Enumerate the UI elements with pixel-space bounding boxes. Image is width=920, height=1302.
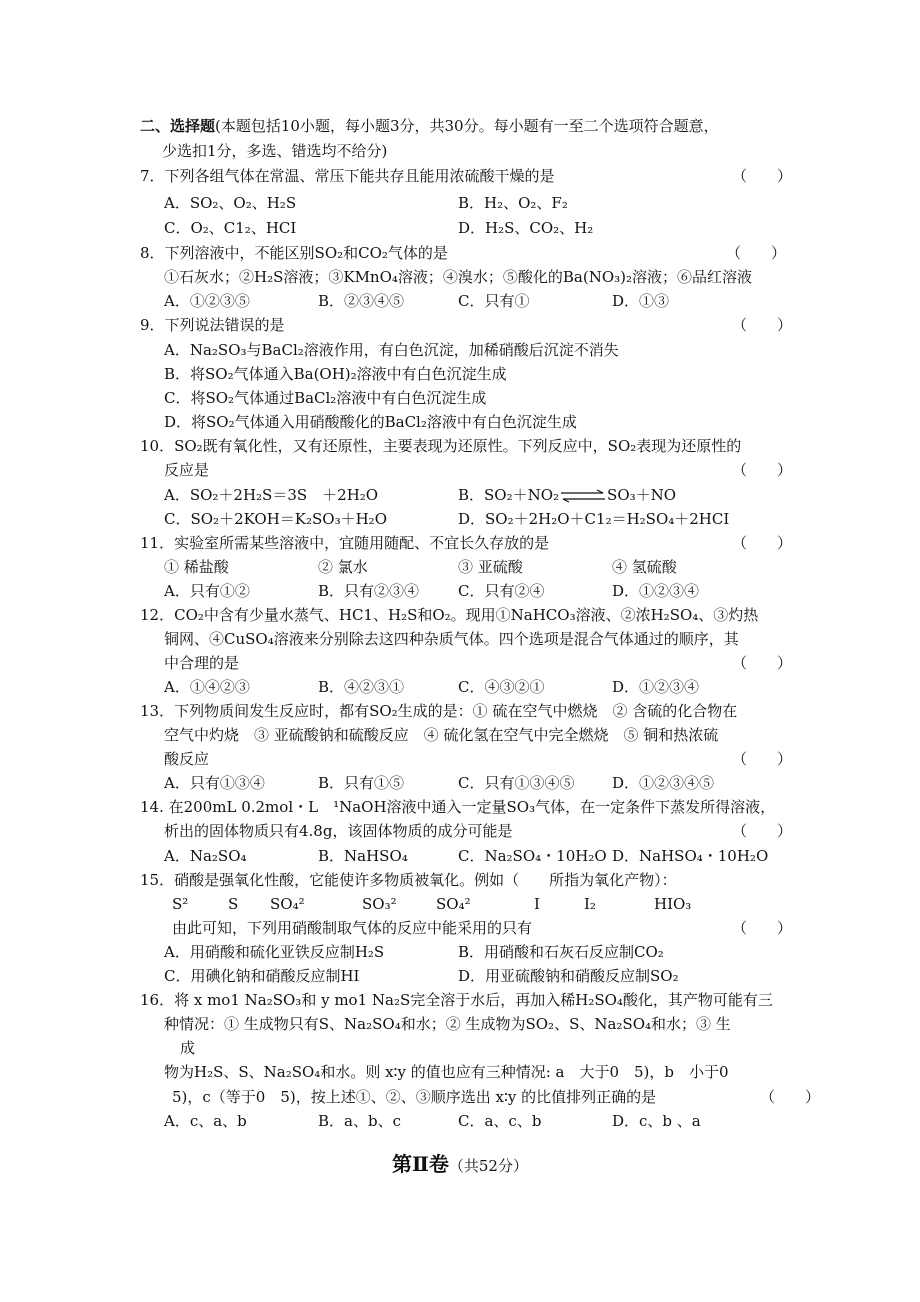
- q10-stem-2: 反应是: [164, 461, 210, 479]
- q12-answer-blank: （ ）: [732, 654, 793, 672]
- q13-option-c: C．只有①③④⑤: [458, 774, 575, 792]
- q8-answer-blank: （ ）: [726, 244, 787, 262]
- q13-option-d: D．①②③④⑤: [612, 774, 715, 792]
- q11-item-2: ② 氯水: [318, 558, 368, 576]
- q15-species-5: SO₄²: [436, 895, 471, 913]
- section-heading: 二、选择题: [140, 117, 216, 135]
- q11-stem: 11．实验室所需某些溶液中，宜随用随配、不宜长久存放的是: [140, 534, 550, 552]
- section-note-2: 少选扣1分，多选、错选均不给分): [162, 142, 388, 160]
- q15-stem: 15．硝酸是强氧化性酸，它能使许多物质被氧化。例如（ 所指为氧化产物）：: [140, 871, 677, 889]
- part2-title: 第Ⅱ卷: [392, 1152, 449, 1176]
- section-note: (本题包括10小题，每小题3分，共30分。每小题有一至二个选项符合题意，: [215, 117, 719, 135]
- q16-option-d: D．c、b 、a: [612, 1112, 701, 1130]
- q8-option-b: B．②③④⑤: [318, 292, 405, 310]
- q13-answer-blank: （ ）: [732, 750, 793, 768]
- q11-option-b: B．只有②③④: [318, 582, 420, 600]
- q12-stem-3: 中合理的是: [164, 654, 240, 672]
- q14-option-d: D．NaHSO₄・10H₂O: [612, 847, 769, 865]
- q9-stem: 9．下列说法错误的是: [140, 316, 285, 334]
- q7-option-d: D．H₂S、CO₂、H₂: [458, 219, 594, 237]
- q15-species-6: I: [534, 895, 540, 913]
- q7-option-c: C．O₂、C1₂、HCI: [164, 219, 297, 237]
- q15-species-8: HIO₃: [654, 895, 692, 913]
- q15-option-d: D．用亚硫酸钠和硝酸反应制SO₂: [458, 967, 679, 985]
- q16-stem-2: 种情况：① 生成物只有S、Na₂SO₄和水；② 生成物为SO₂、S、Na₂SO₄和水；③ 生: [164, 1015, 731, 1033]
- q11-answer-blank: （ ）: [732, 534, 793, 552]
- q8-option-d: D．①③: [612, 292, 670, 310]
- q15-stem-2: 由此可知，下列用硝酸制取气体的反应中能采用的只有: [172, 919, 533, 937]
- q9-answer-blank: （ ）: [732, 316, 793, 334]
- q11-option-a: A．只有①②: [164, 582, 250, 600]
- q15-answer-blank: （ ）: [732, 919, 793, 937]
- q12-stem-1: 12．CO₂中含有少量水蒸气、HC1、H₂S和O₂。现用①NaHCO₃溶液、②浓H₂SO₄、③灼热: [140, 606, 759, 624]
- q13-stem-2: 空气中灼烧 ③ 亚硫酸钠和硫酸反应 ④ 硫化氢在空气中完全燃烧 ⑤ 铜和热浓硫: [164, 726, 719, 744]
- q14-option-b: B．NaHSO₄: [318, 847, 408, 865]
- q12-option-a: A．①④②③: [164, 678, 250, 696]
- q13-stem-1: 13．下列物质间发生反应时，都有SO₂生成的是：① 硫在空气中燃烧 ② 含硫的化合物在: [140, 702, 738, 720]
- q12-option-d: D．①②③④: [612, 678, 700, 696]
- q12-stem-2: 铜网、④CuSO₄溶液来分别除去这四种杂质气体。四个选项是混合气体通过的顺序，其: [164, 630, 739, 648]
- q7-option-b: B．H₂、O₂、F₂: [458, 194, 568, 212]
- q14-option-a: A．Na₂SO₄: [164, 847, 247, 865]
- q11-option-c: C．只有②④: [458, 582, 545, 600]
- q11-item-4: ④ 氢硫酸: [612, 558, 677, 576]
- q16-option-c: C．a、c、b: [458, 1112, 542, 1130]
- q13-option-a: A．只有①③④: [164, 774, 265, 792]
- q14-answer-blank: （ ）: [732, 822, 793, 840]
- q9-option-a: A．Na₂SO₃与BaCl₂溶液作用，有白色沉淀，加稀硝酸后沉淀不消失: [164, 341, 619, 359]
- q16-answer-blank: （ ）: [760, 1088, 821, 1106]
- q14-option-c: C．Na₂SO₄・10H₂O: [458, 847, 607, 865]
- q12-option-b: B．④②③①: [318, 678, 405, 696]
- q16-stem-3: 成: [180, 1039, 196, 1057]
- q10-stem-1: 10．SO₂既有氧化性，又有还原性，主要表现为还原性。下列反应中，SO₂表现为还原性的: [140, 437, 742, 455]
- q15-species-3: SO₄²: [270, 895, 305, 913]
- q7-answer-blank: （ ）: [732, 167, 793, 185]
- q15-species-4: SO₃²: [362, 895, 397, 913]
- q11-item-3: ③ 亚硫酸: [458, 558, 523, 576]
- q15-option-b: B．用硝酸和石灰石反应制CO₂: [458, 943, 664, 961]
- q9-option-b: B．将SO₂气体通入Ba(OH)₂溶液中有白色沉淀生成: [164, 365, 507, 383]
- q15-species-7: I₂: [584, 895, 596, 913]
- q12-option-c: C．④③②①: [458, 678, 545, 696]
- q16-stem-5: 5)，c（等于0 5)，按上述①、②、③顺序选出 x∶y 的比值排列正确的是: [172, 1088, 657, 1106]
- q15-species-1: S²: [172, 895, 189, 913]
- q16-stem-4: 物为H₂S、S、Na₂SO₄和水。则 x∶y 的值也应有三种情况: a 大于0 5)，b 小于0: [164, 1063, 729, 1081]
- equilibrium-arrow-icon: [559, 489, 607, 503]
- q15-option-a: A．用硝酸和硫化亚铁反应制H₂S: [164, 943, 385, 961]
- q14-stem-2: 析出的固体物质只有4.8g，该固体物质的成分可能是: [164, 822, 513, 840]
- q8-list: ①石灰水；②H₂S溶液；③KMnO₄溶液；④溴水；⑤酸化的Ba(NO₃)₂溶液；⑥品红溶液: [164, 268, 753, 286]
- part2-subtitle: （共52分）: [448, 1157, 528, 1175]
- part2-heading: [0, 1150, 920, 1180]
- q9-option-c: C．将SO₂气体通过BaCl₂溶液中有白色沉淀生成: [164, 389, 487, 407]
- q10-option-d: D．SO₂＋2H₂O＋C1₂＝H₂SO₄＋2HCI: [458, 510, 730, 528]
- q11-item-1: ① 稀盐酸: [164, 558, 229, 576]
- q8-option-c: C．只有①: [458, 292, 530, 310]
- q9-option-d: D．将SO₂气体通入用硝酸酸化的BaCl₂溶液中有白色沉淀生成: [164, 413, 577, 431]
- q15-option-c: C．用碘化钠和硝酸反应制HI: [164, 967, 360, 985]
- q8-option-a: A．①②③⑤: [164, 292, 250, 310]
- q13-stem-3: 酸反应: [164, 750, 210, 768]
- q7-stem: 7．下列各组气体在常温、常压下能共存且能用浓硫酸干燥的是: [140, 167, 555, 185]
- q16-option-b: B．a、b、c: [318, 1112, 401, 1130]
- q10-option-b-right: SO₃＋NO: [607, 486, 677, 504]
- q7-option-a: A．SO₂、O₂、H₂S: [164, 194, 297, 212]
- q10-answer-blank: （ ）: [732, 461, 793, 479]
- q10-option-b-left: B．SO₂＋NO₂: [458, 486, 560, 504]
- q8-stem: 8．下列溶液中，不能区别SO₂和CO₂气体的是: [140, 244, 448, 262]
- q15-species-2: S: [228, 895, 239, 913]
- q10-option-b: [458, 485, 676, 505]
- q10-option-c: C．SO₂＋2KOH＝K₂SO₃＋H₂O: [164, 510, 387, 528]
- q14-stem-1: 14. 在200mL 0.2mol・L ¹NaOH溶液中通入一定量SO₃气体，在一定条件下蒸发所得溶液，: [140, 798, 776, 816]
- q16-stem-1: 16．将 x mo1 Na₂SO₃和 y mo1 Na₂S完全溶于水后，再加入稀H₂SO₄酸化，其产物可能有三: [140, 991, 773, 1009]
- section-heading-line: [140, 116, 719, 136]
- q11-option-d: D．①②③④: [612, 582, 700, 600]
- q16-option-a: A．c、a、b: [164, 1112, 247, 1130]
- q13-option-b: B．只有①⑤: [318, 774, 405, 792]
- q10-option-a: A．SO₂＋2H₂S＝3S ＋2H₂O: [164, 486, 379, 504]
